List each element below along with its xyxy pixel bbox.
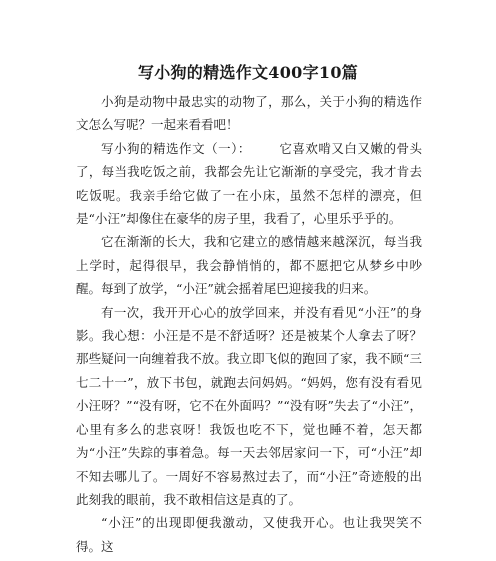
essay-first-text: 它喜欢啃又白又嫩的骨头了，每当我吃饭之前，我都会先让它渐渐的享受完，我才肯去吃饭呢。我亲手给它做了一在小床，虽然不怎样的漂亮，但是“小汪”却像住在豪华的房子里，我看了，心里乐乎乎的。 xyxy=(76,140,422,227)
document-body xyxy=(76,90,422,558)
paragraph-growing xyxy=(76,230,422,300)
paragraph-return xyxy=(76,511,422,558)
paragraph-growing-text: 它在渐渐的长大，我和它建立的感情越来越深沉，每当我上学时，起得很早，我会静悄悄的，都不愿把它从梦乡中吵醒。每到了放学，“小汪”就会摇着尾巴迎接我的归来。 xyxy=(76,234,422,297)
paragraph-missing-text: 有一次，我开开心心的放学回来，并没有看见“小汪”的身影。我心想：小汪是不是不舒适呀？还是被某个人拿去了呀？那些疑问一向缠着我不放。我立即飞似的跑回了家，我不顾“三七二十一”，放下书包，就跑去问妈妈。“妈妈，您有没有看见小汪呀？”“没有呀，它不在外面吗？”“没有呀”失去了“小汪”，心里有多么的悲哀呀！我饭也吃不下，觉也睡不着，怎天都为“小汪”失踪的事着急。每一天去邻居家问一下，可“小汪”却不知去哪儿了。一周好不容易熬过去了，而“小汪”奇迹般的出此刻我的眼前，我不敢相信这是真的了。 xyxy=(76,304,422,507)
essay-heading: 写小狗的精选作文（一）： xyxy=(101,140,251,156)
paragraph-essay-one xyxy=(76,137,422,231)
paragraph-intro xyxy=(76,90,422,137)
paragraph-return-text: “小汪”的出现即便我激动，又使我开心。也让我哭笑不得。这 xyxy=(76,515,422,554)
document-title: 写小狗的精选作文400字10篇 xyxy=(137,63,359,82)
paragraph-intro-text: 小狗是动物中最忠实的动物了，那么，关于小狗的精选作文怎么写呢？一起来看看吧！ xyxy=(76,94,422,133)
paragraph-missing xyxy=(76,301,422,512)
